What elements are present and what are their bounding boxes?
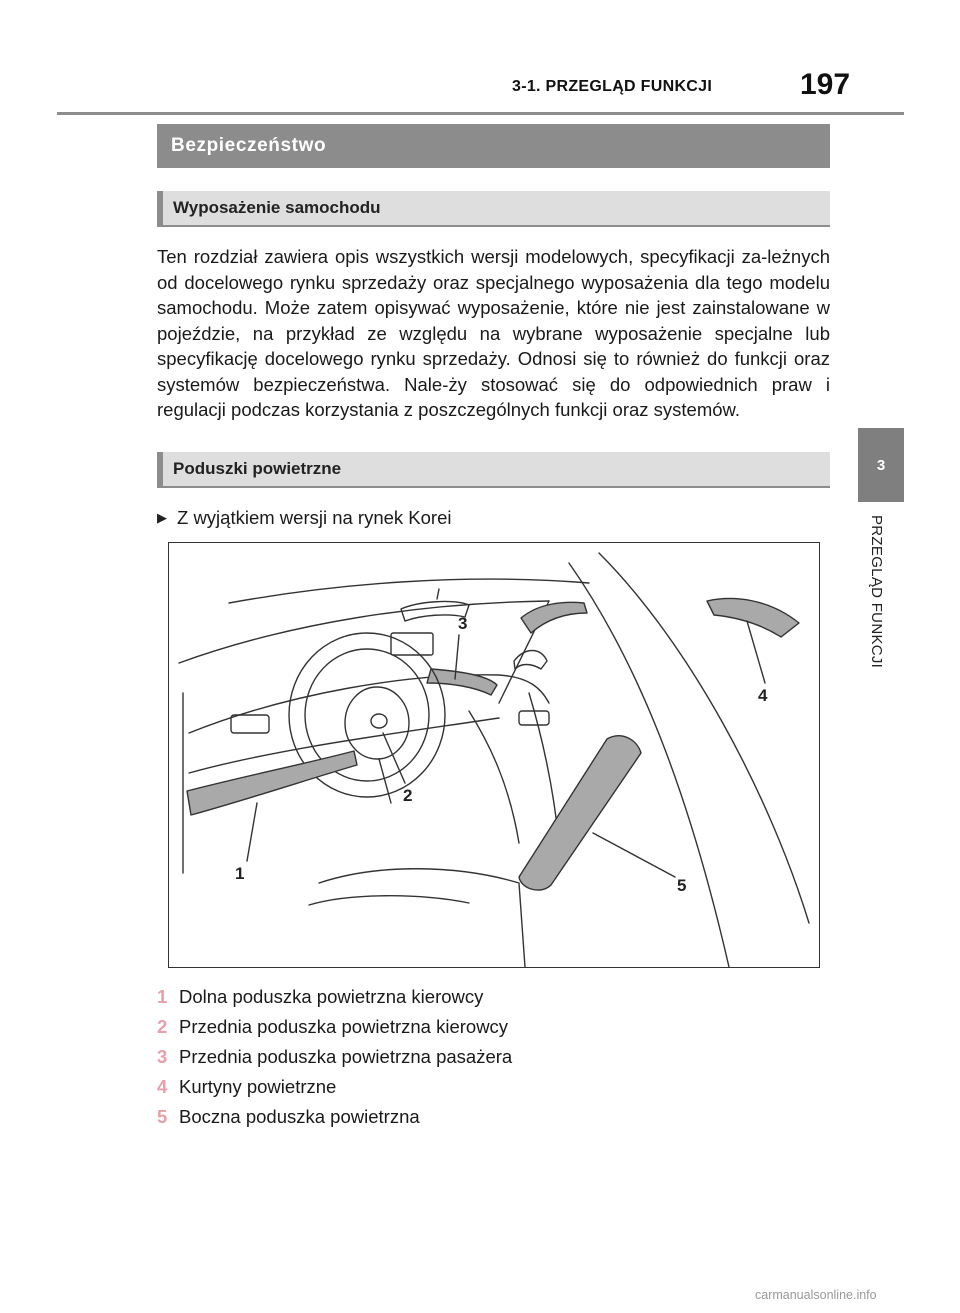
callout-3: 3 (458, 614, 468, 633)
equipment-paragraph: Ten rozdział zawiera opis wszystkich wersji modelowych, specyfikacji za-leżnych od docelowego rynku sprzedaży oraz specjalnego wyposażenia dla tego modelu samochodu. Może zatem opisywać wyposażenie, które nie jest zainstalowane w pojeździe, na przykład ze względu na wybrane wyposażenie specjalne lub specyfikację docelowego rynku sprzedaży. Odnosi się to również do funkcji oraz systemów bezpieczeństwa. Nale-ży stosować się do odpowiednich praw i regulacji podczas korzystania z poszczególnych funkcji oraz systemów. (157, 246, 830, 420)
callout-1: 1 (235, 864, 245, 883)
windshield-line (179, 601, 549, 663)
side-mirror (514, 651, 547, 670)
legend-item (157, 1042, 512, 1072)
callout-line-5 (593, 833, 675, 877)
region-bullet (157, 507, 452, 529)
passenger-airbag-shape (427, 669, 497, 695)
curtain-airbag-rear-shape (707, 599, 799, 637)
bullet-arrow-icon: ▶ (157, 510, 167, 525)
callout-5: 5 (677, 876, 687, 895)
airbag-figure (168, 542, 820, 968)
legend-item (157, 982, 512, 1012)
legend-label: Boczna poduszka powietrzna (179, 1106, 420, 1127)
left-vent (231, 715, 269, 733)
chapter-number: 3 (876, 456, 886, 474)
legend-number: 2 (157, 1016, 168, 1037)
legend-number: 5 (157, 1106, 168, 1127)
chapter-tab[interactable] (858, 428, 904, 502)
subsection-title-equipment: Wyposażenie samochodu (157, 191, 830, 227)
section-title: Bezpieczeństwo (157, 124, 830, 168)
driver-airbag-hub (345, 687, 409, 759)
curtain-airbag-shape (521, 602, 587, 633)
callout-line-1 (247, 803, 257, 861)
header-rule (57, 112, 904, 115)
bullet-text: Z wyjątkiem wersji na rynek Korei (177, 507, 452, 528)
knee-airbag-shape (187, 751, 357, 815)
legend-item (157, 1012, 512, 1042)
chapter-label: PRZEGLĄD FUNKCJI (868, 515, 885, 669)
legend-label: Dolna poduszka powietrzna kierowcy (179, 986, 484, 1007)
callout-line-4 (747, 621, 765, 683)
steering-logo (371, 714, 387, 728)
running-head: 3-1. PRZEGLĄD FUNKCJI (512, 78, 713, 95)
airbag-illustration (169, 543, 819, 967)
driver-seat-cushion (319, 869, 525, 967)
legend-label: Przednia poduszka powietrzna kierowcy (179, 1016, 509, 1037)
legend-number: 1 (157, 986, 168, 1007)
side-airbag-shape (519, 736, 641, 890)
watermark: carmanualsonline.info (755, 1288, 877, 1302)
legend-label: Kurtyny powietrzne (179, 1076, 337, 1097)
right-vent (519, 711, 549, 725)
subsection-title-airbags: Poduszki powietrzne (157, 452, 830, 488)
roof-line (229, 579, 589, 603)
center-console (469, 711, 519, 843)
legend-number: 4 (157, 1076, 168, 1097)
airbag-legend (157, 982, 512, 1132)
legend-label: Przednia poduszka powietrzna pasażera (179, 1046, 513, 1067)
legend-item (157, 1072, 512, 1102)
page-number: 197 (800, 68, 851, 101)
driver-seat-edge (309, 896, 469, 905)
callout-4: 4 (758, 686, 768, 705)
mirror-stem (437, 589, 439, 599)
legend-item (157, 1102, 512, 1132)
legend-number: 3 (157, 1046, 168, 1067)
callout-2: 2 (403, 786, 413, 805)
screen-shape (391, 633, 433, 655)
